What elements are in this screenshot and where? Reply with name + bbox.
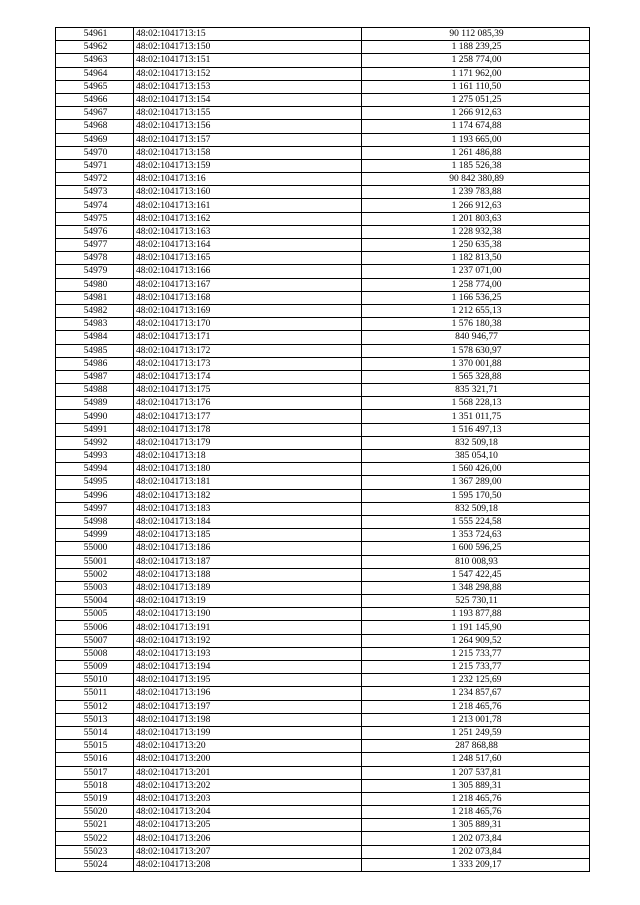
- table-row: [56, 740, 590, 753]
- table-row: [56, 159, 590, 172]
- row-number-cell: 54985: [56, 344, 134, 357]
- table-row: [56, 515, 590, 528]
- row-number-cell: 54965: [56, 80, 134, 93]
- cadastral-number-cell: 48:02:1041713:192: [134, 634, 362, 647]
- table-row: [56, 779, 590, 792]
- row-number-cell: 54991: [56, 423, 134, 436]
- cadastral-value-cell: 1 218 465,76: [362, 806, 590, 819]
- table-row: [56, 93, 590, 106]
- cadastral-number-cell: 48:02:1041713:150: [134, 41, 362, 54]
- cadastral-number-cell: 48:02:1041713:183: [134, 502, 362, 515]
- cadastral-value-cell: 1 202 073,84: [362, 832, 590, 845]
- row-number-cell: 55021: [56, 819, 134, 832]
- row-number-cell: 55002: [56, 568, 134, 581]
- cadastral-number-cell: 48:02:1041713:202: [134, 779, 362, 792]
- cadastral-value-cell: 1 215 733,77: [362, 661, 590, 674]
- table-row: [56, 54, 590, 67]
- cadastral-number-cell: 48:02:1041713:169: [134, 304, 362, 317]
- cadastral-value-cell: 1 251 249,59: [362, 726, 590, 739]
- table-row: [56, 489, 590, 502]
- row-number-cell: 54984: [56, 331, 134, 344]
- cadastral-number-cell: 48:02:1041713:19: [134, 595, 362, 608]
- cadastral-value-cell: 810 008,93: [362, 555, 590, 568]
- table-row: [56, 542, 590, 555]
- row-number-cell: 54997: [56, 502, 134, 515]
- table-row: [56, 212, 590, 225]
- cadastral-value-cell: 1 516 497,13: [362, 423, 590, 436]
- row-number-cell: 54981: [56, 291, 134, 304]
- table-row: [56, 186, 590, 199]
- cadastral-value-cell: 840 946,77: [362, 331, 590, 344]
- row-number-cell: 54989: [56, 397, 134, 410]
- table-row: [56, 792, 590, 805]
- row-number-cell: 55004: [56, 595, 134, 608]
- table-row: [56, 450, 590, 463]
- cadastral-number-cell: 48:02:1041713:199: [134, 726, 362, 739]
- row-number-cell: 54993: [56, 450, 134, 463]
- cadastral-value-cell: 1 185 526,38: [362, 159, 590, 172]
- cadastral-value-cell: 1 264 909,52: [362, 634, 590, 647]
- cadastral-value-cell: 1 171 962,00: [362, 67, 590, 80]
- cadastral-value-cell: 1 174 674,88: [362, 120, 590, 133]
- cadastral-value-cell: 1 234 857,67: [362, 687, 590, 700]
- cadastral-value-cell: 1 333 209,17: [362, 858, 590, 871]
- cadastral-number-cell: 48:02:1041713:188: [134, 568, 362, 581]
- cadastral-number-cell: 48:02:1041713:158: [134, 146, 362, 159]
- cadastral-value-cell: 1 568 228,13: [362, 397, 590, 410]
- table-row: [56, 133, 590, 146]
- row-number-cell: 55016: [56, 753, 134, 766]
- row-number-cell: 54994: [56, 463, 134, 476]
- cadastral-value-cell: 1 305 889,31: [362, 819, 590, 832]
- cadastral-number-cell: 48:02:1041713:173: [134, 357, 362, 370]
- row-number-cell: 54967: [56, 107, 134, 120]
- row-number-cell: 54996: [56, 489, 134, 502]
- row-number-cell: 55020: [56, 806, 134, 819]
- row-number-cell: 54968: [56, 120, 134, 133]
- row-number-cell: 55024: [56, 858, 134, 871]
- row-number-cell: 55011: [56, 687, 134, 700]
- cadastral-value-cell: 1 578 630,97: [362, 344, 590, 357]
- row-number-cell: 54962: [56, 41, 134, 54]
- cadastral-number-cell: 48:02:1041713:177: [134, 410, 362, 423]
- cadastral-number-cell: 48:02:1041713:174: [134, 370, 362, 383]
- cadastral-value-cell: 832 509,18: [362, 436, 590, 449]
- table-row: [56, 647, 590, 660]
- cadastral-value-cell: 1 182 813,50: [362, 252, 590, 265]
- row-number-cell: 55023: [56, 845, 134, 858]
- cadastral-value-cell: 835 321,71: [362, 384, 590, 397]
- table-row: [56, 384, 590, 397]
- cadastral-value-cell: 1 353 724,63: [362, 529, 590, 542]
- table-row: [56, 463, 590, 476]
- cadastral-number-cell: 48:02:1041713:193: [134, 647, 362, 660]
- table-row: [56, 173, 590, 186]
- table-row: [56, 278, 590, 291]
- cadastral-number-cell: 48:02:1041713:154: [134, 93, 362, 106]
- cadastral-value-cell: 1 367 289,00: [362, 476, 590, 489]
- row-number-cell: 54987: [56, 370, 134, 383]
- cadastral-number-cell: 48:02:1041713:204: [134, 806, 362, 819]
- cadastral-number-cell: 48:02:1041713:168: [134, 291, 362, 304]
- table-row: [56, 199, 590, 212]
- cadastral-value-cell: 1 218 465,76: [362, 700, 590, 713]
- table-row: [56, 265, 590, 278]
- cadastral-value-cell: 287 868,88: [362, 740, 590, 753]
- row-number-cell: 54973: [56, 186, 134, 199]
- table-row: [56, 476, 590, 489]
- cadastral-value-cell: 1 193 665,00: [362, 133, 590, 146]
- table-row: [56, 291, 590, 304]
- cadastral-value-cell: 1 207 537,81: [362, 766, 590, 779]
- table-row: [56, 41, 590, 54]
- table-row: [56, 674, 590, 687]
- cadastral-value-cell: 1 370 001,88: [362, 357, 590, 370]
- cadastral-number-cell: 48:02:1041713:194: [134, 661, 362, 674]
- row-number-cell: 55022: [56, 832, 134, 845]
- cadastral-number-cell: 48:02:1041713:170: [134, 318, 362, 331]
- row-number-cell: 55001: [56, 555, 134, 568]
- cadastral-value-cell: 1 348 298,88: [362, 581, 590, 594]
- cadastral-value-cell: 1 213 001,78: [362, 713, 590, 726]
- cadastral-value-table: [55, 27, 590, 872]
- row-number-cell: 54966: [56, 93, 134, 106]
- table-row: [56, 661, 590, 674]
- cadastral-number-cell: 48:02:1041713:196: [134, 687, 362, 700]
- table-row: [56, 555, 590, 568]
- table-row: [56, 28, 590, 41]
- row-number-cell: 54988: [56, 384, 134, 397]
- table-row: [56, 410, 590, 423]
- table-row: [56, 436, 590, 449]
- row-number-cell: 55010: [56, 674, 134, 687]
- table-row: [56, 318, 590, 331]
- cadastral-number-cell: 48:02:1041713:172: [134, 344, 362, 357]
- table-row: [56, 225, 590, 238]
- row-number-cell: 55013: [56, 713, 134, 726]
- cadastral-value-cell: 1 166 536,25: [362, 291, 590, 304]
- row-number-cell: 54972: [56, 173, 134, 186]
- row-number-cell: 55015: [56, 740, 134, 753]
- cadastral-number-cell: 48:02:1041713:197: [134, 700, 362, 713]
- row-number-cell: 54961: [56, 28, 134, 41]
- table-row: [56, 766, 590, 779]
- table-body: [56, 28, 590, 872]
- cadastral-number-cell: 48:02:1041713:207: [134, 845, 362, 858]
- cadastral-number-cell: 48:02:1041713:181: [134, 476, 362, 489]
- row-number-cell: 54990: [56, 410, 134, 423]
- cadastral-value-cell: 90 842 380,89: [362, 173, 590, 186]
- table-row: [56, 858, 590, 871]
- table-row: [56, 845, 590, 858]
- cadastral-number-cell: 48:02:1041713:167: [134, 278, 362, 291]
- table-row: [56, 304, 590, 317]
- table-row: [56, 120, 590, 133]
- cadastral-number-cell: 48:02:1041713:163: [134, 225, 362, 238]
- cadastral-value-cell: 1 248 517,60: [362, 753, 590, 766]
- cadastral-value-cell: 1 250 635,38: [362, 239, 590, 252]
- row-number-cell: 54974: [56, 199, 134, 212]
- cadastral-number-cell: 48:02:1041713:184: [134, 515, 362, 528]
- cadastral-number-cell: 48:02:1041713:164: [134, 239, 362, 252]
- table-row: [56, 331, 590, 344]
- row-number-cell: 55008: [56, 647, 134, 660]
- row-number-cell: 54983: [56, 318, 134, 331]
- cadastral-number-cell: 48:02:1041713:15: [134, 28, 362, 41]
- table-row: [56, 80, 590, 93]
- cadastral-number-cell: 48:02:1041713:18: [134, 450, 362, 463]
- cadastral-number-cell: 48:02:1041713:208: [134, 858, 362, 871]
- cadastral-value-cell: 832 509,18: [362, 502, 590, 515]
- table-row: [56, 344, 590, 357]
- cadastral-value-cell: 1 193 877,88: [362, 608, 590, 621]
- row-number-cell: 55014: [56, 726, 134, 739]
- table-row: [56, 67, 590, 80]
- cadastral-value-cell: 1 258 774,00: [362, 278, 590, 291]
- cadastral-number-cell: 48:02:1041713:156: [134, 120, 362, 133]
- cadastral-value-cell: 1 560 426,00: [362, 463, 590, 476]
- cadastral-value-cell: 1 555 224,58: [362, 515, 590, 528]
- table-row: [56, 621, 590, 634]
- row-number-cell: 54995: [56, 476, 134, 489]
- cadastral-value-cell: 525 730,11: [362, 595, 590, 608]
- cadastral-number-cell: 48:02:1041713:182: [134, 489, 362, 502]
- cadastral-number-cell: 48:02:1041713:16: [134, 173, 362, 186]
- table-row: [56, 581, 590, 594]
- cadastral-value-cell: 1 275 051,25: [362, 93, 590, 106]
- cadastral-number-cell: 48:02:1041713:178: [134, 423, 362, 436]
- table-row: [56, 370, 590, 383]
- row-number-cell: 55009: [56, 661, 134, 674]
- cadastral-number-cell: 48:02:1041713:157: [134, 133, 362, 146]
- cadastral-value-cell: 1 201 803,63: [362, 212, 590, 225]
- row-number-cell: 54976: [56, 225, 134, 238]
- cadastral-number-cell: 48:02:1041713:191: [134, 621, 362, 634]
- cadastral-value-cell: 1 212 655,13: [362, 304, 590, 317]
- cadastral-value-cell: 1 547 422,45: [362, 568, 590, 581]
- table-row: [56, 700, 590, 713]
- row-number-cell: 55006: [56, 621, 134, 634]
- cadastral-number-cell: 48:02:1041713:151: [134, 54, 362, 67]
- row-number-cell: 54999: [56, 529, 134, 542]
- table-row: [56, 252, 590, 265]
- table-row: [56, 713, 590, 726]
- cadastral-value-cell: 1 218 465,76: [362, 792, 590, 805]
- row-number-cell: 55012: [56, 700, 134, 713]
- row-number-cell: 54977: [56, 239, 134, 252]
- table-row: [56, 687, 590, 700]
- cadastral-number-cell: 48:02:1041713:190: [134, 608, 362, 621]
- cadastral-number-cell: 48:02:1041713:176: [134, 397, 362, 410]
- cadastral-value-cell: 1 261 486,88: [362, 146, 590, 159]
- row-number-cell: 54963: [56, 54, 134, 67]
- table-row: [56, 357, 590, 370]
- cadastral-value-cell: 1 266 912,63: [362, 107, 590, 120]
- table-row: [56, 726, 590, 739]
- row-number-cell: 55019: [56, 792, 134, 805]
- cadastral-value-cell: 1 305 889,31: [362, 779, 590, 792]
- cadastral-value-cell: 1 266 912,63: [362, 199, 590, 212]
- row-number-cell: 54970: [56, 146, 134, 159]
- table-row: [56, 806, 590, 819]
- cadastral-value-cell: 1 188 239,25: [362, 41, 590, 54]
- cadastral-number-cell: 48:02:1041713:161: [134, 199, 362, 212]
- cadastral-number-cell: 48:02:1041713:205: [134, 819, 362, 832]
- cadastral-value-cell: 1 576 180,38: [362, 318, 590, 331]
- table-row: [56, 397, 590, 410]
- cadastral-number-cell: 48:02:1041713:201: [134, 766, 362, 779]
- cadastral-value-cell: 1 600 596,25: [362, 542, 590, 555]
- cadastral-value-cell: 1 239 783,88: [362, 186, 590, 199]
- row-number-cell: 55000: [56, 542, 134, 555]
- cadastral-number-cell: 48:02:1041713:198: [134, 713, 362, 726]
- cadastral-value-cell: 1 161 110,50: [362, 80, 590, 93]
- table-row: [56, 107, 590, 120]
- table-row: [56, 502, 590, 515]
- row-number-cell: 54975: [56, 212, 134, 225]
- cadastral-value-cell: 385 054,10: [362, 450, 590, 463]
- cadastral-number-cell: 48:02:1041713:160: [134, 186, 362, 199]
- table-row: [56, 753, 590, 766]
- row-number-cell: 54978: [56, 252, 134, 265]
- cadastral-number-cell: 48:02:1041713:179: [134, 436, 362, 449]
- table-row: [56, 423, 590, 436]
- table-row: [56, 819, 590, 832]
- cadastral-number-cell: 48:02:1041713:185: [134, 529, 362, 542]
- table-row: [56, 608, 590, 621]
- table-row: [56, 832, 590, 845]
- row-number-cell: 54980: [56, 278, 134, 291]
- row-number-cell: 54992: [56, 436, 134, 449]
- cadastral-value-cell: 1 191 145,90: [362, 621, 590, 634]
- cadastral-number-cell: 48:02:1041713:187: [134, 555, 362, 568]
- cadastral-number-cell: 48:02:1041713:155: [134, 107, 362, 120]
- cadastral-value-cell: 90 112 085,39: [362, 28, 590, 41]
- row-number-cell: 55018: [56, 779, 134, 792]
- row-number-cell: 54982: [56, 304, 134, 317]
- cadastral-number-cell: 48:02:1041713:166: [134, 265, 362, 278]
- cadastral-value-cell: 1 237 071,00: [362, 265, 590, 278]
- cadastral-number-cell: 48:02:1041713:186: [134, 542, 362, 555]
- row-number-cell: 54998: [56, 515, 134, 528]
- row-number-cell: 54986: [56, 357, 134, 370]
- row-number-cell: 54969: [56, 133, 134, 146]
- cadastral-number-cell: 48:02:1041713:162: [134, 212, 362, 225]
- cadastral-value-cell: 1 215 733,77: [362, 647, 590, 660]
- cadastral-value-cell: 1 351 011,75: [362, 410, 590, 423]
- table-row: [56, 146, 590, 159]
- cadastral-value-cell: 1 258 774,00: [362, 54, 590, 67]
- row-number-cell: 55003: [56, 581, 134, 594]
- row-number-cell: 54979: [56, 265, 134, 278]
- cadastral-number-cell: 48:02:1041713:203: [134, 792, 362, 805]
- cadastral-number-cell: 48:02:1041713:171: [134, 331, 362, 344]
- cadastral-value-cell: 1 228 932,38: [362, 225, 590, 238]
- row-number-cell: 55007: [56, 634, 134, 647]
- table-row: [56, 568, 590, 581]
- cadastral-number-cell: 48:02:1041713:200: [134, 753, 362, 766]
- cadastral-number-cell: 48:02:1041713:206: [134, 832, 362, 845]
- row-number-cell: 54971: [56, 159, 134, 172]
- row-number-cell: 54964: [56, 67, 134, 80]
- row-number-cell: 55005: [56, 608, 134, 621]
- table-row: [56, 529, 590, 542]
- cadastral-value-cell: 1 202 073,84: [362, 845, 590, 858]
- table-row: [56, 634, 590, 647]
- cadastral-value-cell: 1 232 125,69: [362, 674, 590, 687]
- cadastral-number-cell: 48:02:1041713:153: [134, 80, 362, 93]
- cadastral-number-cell: 48:02:1041713:159: [134, 159, 362, 172]
- table-row: [56, 595, 590, 608]
- cadastral-value-cell: 1 595 170,50: [362, 489, 590, 502]
- table-row: [56, 239, 590, 252]
- cadastral-number-cell: 48:02:1041713:152: [134, 67, 362, 80]
- cadastral-number-cell: 48:02:1041713:175: [134, 384, 362, 397]
- cadastral-number-cell: 48:02:1041713:180: [134, 463, 362, 476]
- cadastral-number-cell: 48:02:1041713:189: [134, 581, 362, 594]
- cadastral-number-cell: 48:02:1041713:165: [134, 252, 362, 265]
- cadastral-value-cell: 1 565 328,88: [362, 370, 590, 383]
- row-number-cell: 55017: [56, 766, 134, 779]
- cadastral-number-cell: 48:02:1041713:20: [134, 740, 362, 753]
- cadastral-number-cell: 48:02:1041713:195: [134, 674, 362, 687]
